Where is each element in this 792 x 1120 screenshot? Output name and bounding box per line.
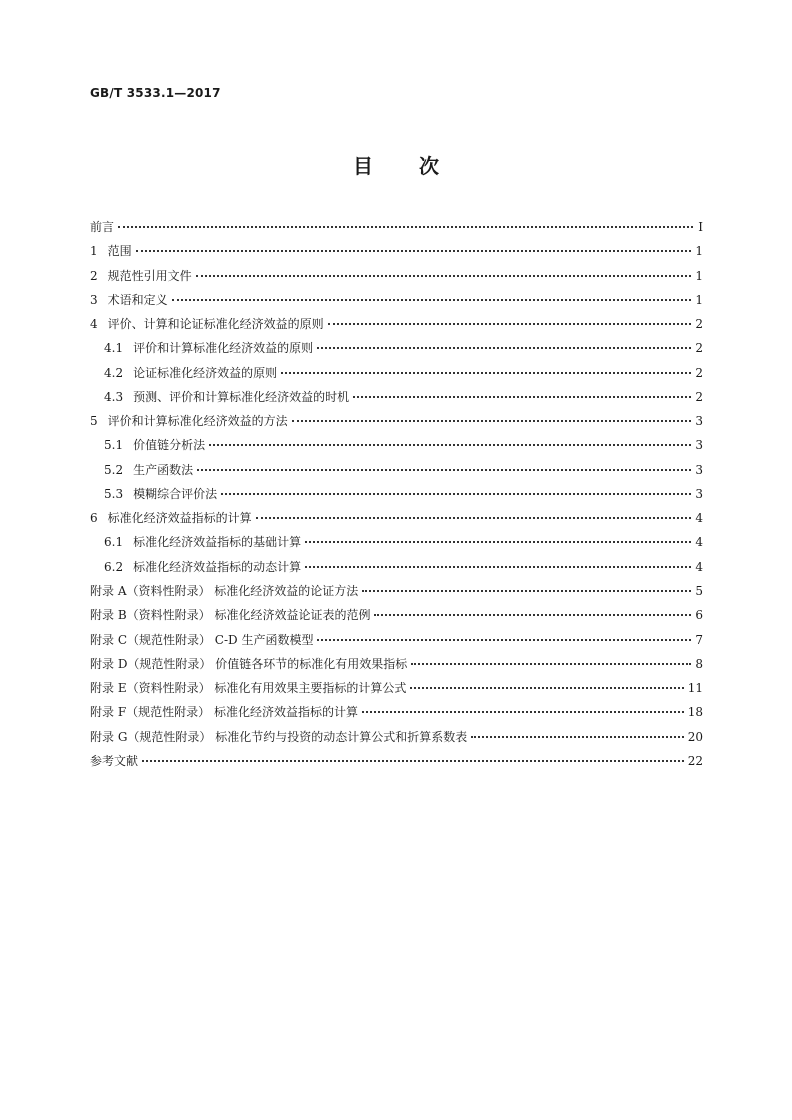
toc-entry-title: 附录 F（规范性附录） 标准化经济效益指标的计算 — [90, 705, 358, 720]
dot-leader — [197, 468, 691, 471]
toc-entry-page-number: 22 — [687, 753, 703, 768]
toc-entry-page-number: 3 — [695, 486, 703, 501]
dot-leader — [362, 589, 691, 592]
toc-entry[interactable] — [90, 506, 703, 530]
toc-entry-title: 价值链分析法 — [133, 438, 206, 453]
dot-leader — [172, 298, 692, 301]
toc-entry-page-number: 2 — [695, 317, 703, 332]
dot-leader — [209, 443, 691, 446]
toc-entry[interactable] — [90, 215, 703, 239]
toc-entry[interactable] — [90, 361, 703, 385]
dot-leader — [410, 686, 683, 689]
toc-entry-page-number: 1 — [695, 292, 703, 307]
toc-entry-number: 5.2 — [104, 462, 124, 477]
toc-entry[interactable] — [90, 409, 703, 433]
page-title: 目次 — [353, 154, 485, 178]
toc-entry-page-number: 3 — [695, 414, 703, 429]
toc-entry-number: 4.2 — [104, 365, 124, 380]
toc-entry-title: 标准化经济效益指标的基础计算 — [133, 535, 302, 550]
toc-entry-number: 6 — [90, 511, 98, 526]
toc-entry-number: 5.1 — [104, 438, 124, 453]
toc-entry-title: 评价和计算标准化经济效益的原则 — [133, 341, 314, 356]
dot-leader — [353, 395, 691, 398]
toc-entry[interactable] — [90, 579, 703, 603]
dot-leader — [411, 662, 691, 665]
toc-entry-page-number: 4 — [695, 511, 703, 526]
toc-entry-title: 附录 C（规范性附录） C-D 生产函数模型 — [90, 632, 314, 647]
toc-entry-number: 5.3 — [104, 486, 124, 501]
toc-entry[interactable] — [90, 264, 703, 288]
toc-entry-number: 6.1 — [104, 535, 124, 550]
toc-entry-page-number: 20 — [687, 729, 703, 744]
toc-entry-page-number: 3 — [695, 462, 703, 477]
dot-leader — [305, 540, 691, 543]
toc-entry-title: 范围 — [107, 244, 132, 259]
toc-entry-page-number: 4 — [695, 535, 703, 550]
toc-entry-title: 模糊综合评价法 — [133, 486, 218, 501]
toc-entry-page-number: 5 — [695, 583, 703, 598]
toc-entry-title: 生产函数法 — [133, 462, 194, 477]
toc-entry-title: 附录 G（规范性附录） 标准化节约与投资的动态计算公式和折算系数表 — [90, 729, 468, 744]
dot-leader — [292, 419, 692, 422]
toc-entry-title: 附录 A（资料性附录） 标准化经济效益的论证方法 — [90, 583, 359, 598]
toc-entry-number: 1 — [90, 244, 98, 259]
toc-entry-number: 5 — [90, 414, 98, 429]
dot-leader — [221, 492, 691, 495]
toc-entry-page-number: 1 — [695, 268, 703, 283]
toc-entry-number: 6.2 — [104, 559, 124, 574]
toc-entry[interactable] — [90, 628, 703, 652]
toc-entry-page-number: 11 — [687, 681, 703, 696]
toc-entry[interactable] — [90, 530, 703, 554]
toc-entry-title: 标准化经济效益指标的计算 — [107, 511, 252, 526]
dot-leader — [305, 565, 691, 568]
toc-entry[interactable] — [90, 749, 703, 773]
dot-leader — [471, 735, 684, 738]
toc-entry-title: 参考文献 — [90, 753, 139, 768]
dot-leader — [136, 249, 692, 252]
toc-entry[interactable] — [90, 555, 703, 579]
toc-entry[interactable] — [90, 312, 703, 336]
toc-entry-title: 评价和计算标准化经济效益的方法 — [107, 414, 288, 429]
toc-entry-number: 2 — [90, 268, 98, 283]
toc-entry-page-number: 6 — [695, 608, 703, 623]
toc-entry-title: 附录 D（规范性附录） 价值链各环节的标准化有用效果指标 — [90, 656, 408, 671]
toc-entry-page-number: 1 — [695, 244, 703, 259]
toc-entry[interactable] — [90, 676, 703, 700]
toc-entry-number: 4 — [90, 317, 98, 332]
dot-leader — [281, 371, 691, 374]
toc-entry[interactable] — [90, 336, 703, 360]
dot-leader — [118, 225, 693, 228]
toc-entry-title: 预测、评价和计算标准化经济效益的时机 — [133, 389, 350, 404]
dot-leader — [256, 516, 692, 519]
toc-entry[interactable] — [90, 458, 703, 482]
dot-leader — [328, 322, 692, 325]
dot-leader — [196, 274, 692, 277]
toc-entry[interactable] — [90, 603, 703, 627]
toc-entry-page-number: 7 — [695, 632, 703, 647]
toc-entry[interactable] — [90, 239, 703, 263]
dot-leader — [142, 759, 684, 762]
dot-leader — [362, 710, 684, 713]
toc-entry[interactable] — [90, 700, 703, 724]
toc-entry[interactable] — [90, 652, 703, 676]
dot-leader — [317, 346, 691, 349]
toc-entry-page-number: Ⅰ — [698, 220, 703, 234]
dot-leader — [317, 638, 691, 641]
toc-entry-page-number: 2 — [695, 341, 703, 356]
toc-entry-title: 前言 — [90, 220, 115, 234]
toc-entry-title: 附录 B（资料性附录） 标准化经济效益论证表的范例 — [90, 608, 371, 623]
toc-entry-number: 3 — [90, 292, 98, 307]
table-of-contents — [90, 215, 703, 773]
toc-entry-page-number: 2 — [695, 389, 703, 404]
toc-entry-page-number: 8 — [695, 656, 703, 671]
toc-entry-number: 4.1 — [104, 341, 124, 356]
standard-code: GB/T 3533.1—2017 — [90, 86, 221, 100]
toc-entry-page-number: 18 — [687, 705, 703, 720]
toc-entry-page-number: 2 — [695, 365, 703, 380]
toc-entry[interactable] — [90, 288, 703, 312]
toc-entry[interactable] — [90, 482, 703, 506]
toc-entry-title: 规范性引用文件 — [107, 268, 192, 283]
dot-leader — [374, 613, 691, 616]
toc-entry[interactable] — [90, 385, 703, 409]
toc-entry-title: 标准化经济效益指标的动态计算 — [133, 559, 302, 574]
toc-entry-title: 附录 E（资料性附录） 标准化有用效果主要指标的计算公式 — [90, 681, 407, 696]
toc-entry-page-number: 3 — [695, 438, 703, 453]
toc-entry-title: 评价、计算和论证标准化经济效益的原则 — [107, 317, 324, 332]
toc-entry[interactable] — [90, 725, 703, 749]
toc-entry-page-number: 4 — [695, 559, 703, 574]
toc-entry-title: 论证标准化经济效益的原则 — [133, 365, 278, 380]
toc-entry-number: 4.3 — [104, 389, 124, 404]
toc-entry-title: 术语和定义 — [107, 292, 168, 307]
toc-entry[interactable] — [90, 433, 703, 457]
